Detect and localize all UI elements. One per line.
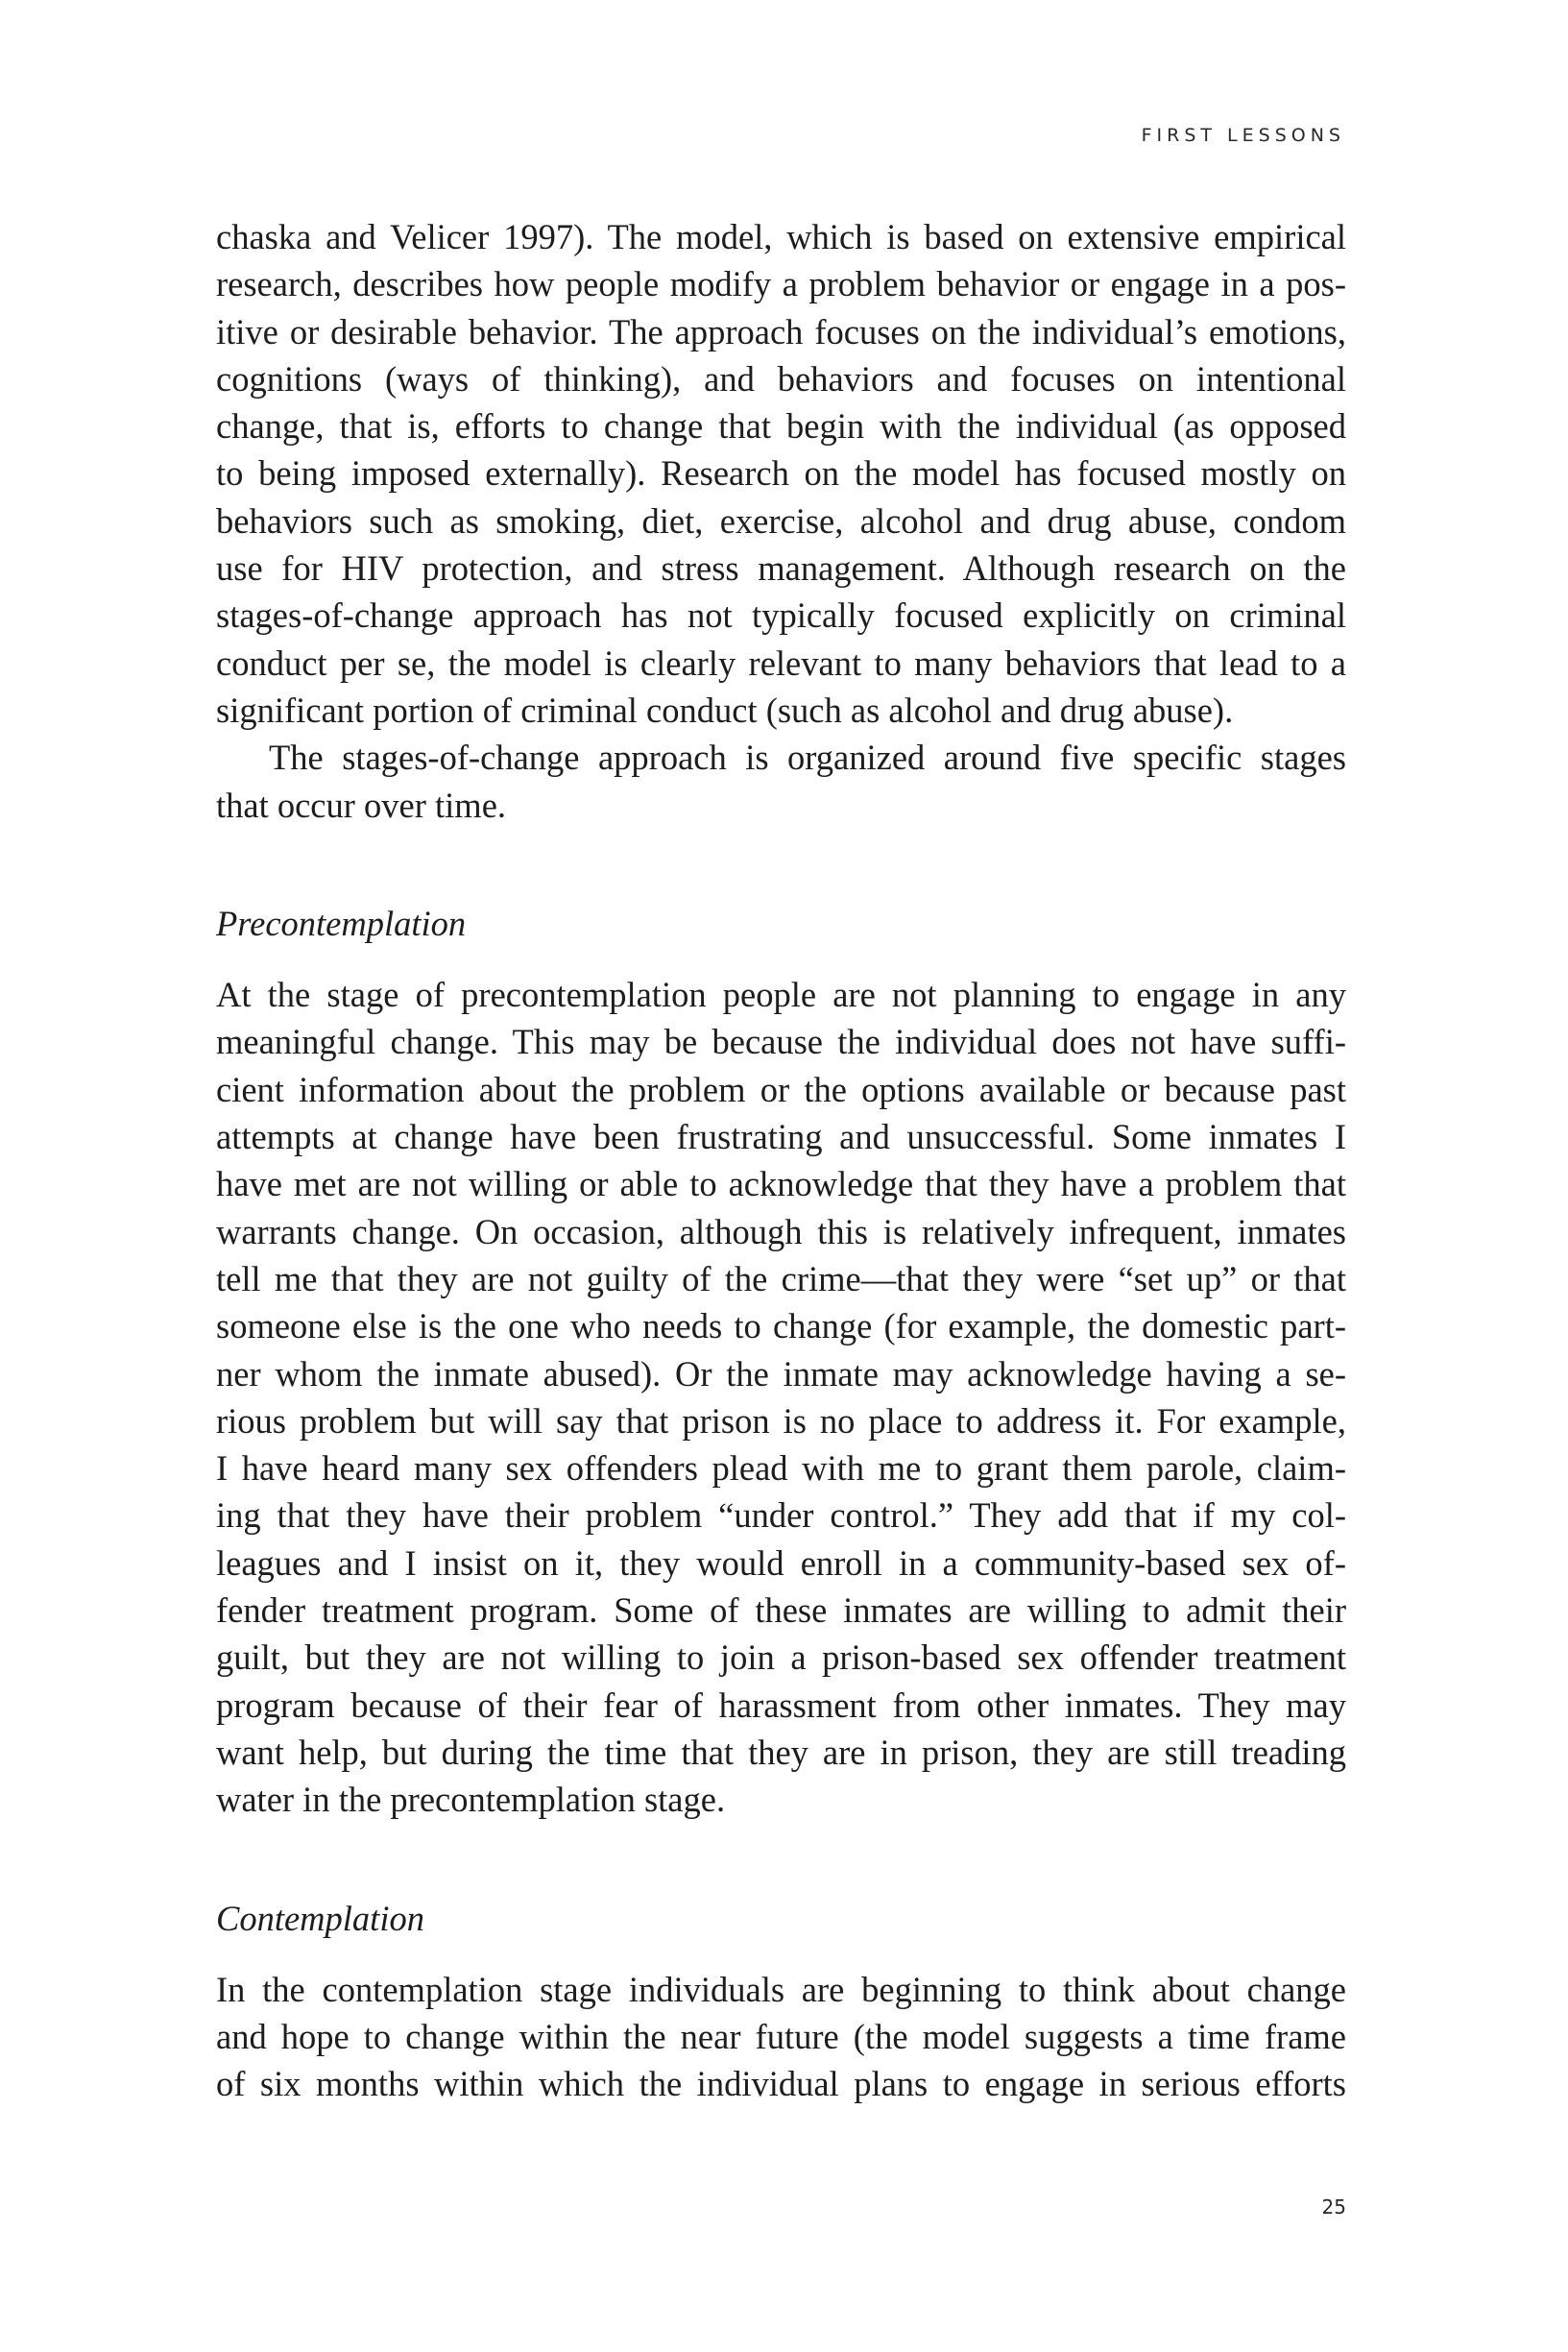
text-line: meaningful change. This may be because the individual does not have suffi- [216,1022,1346,1062]
text-line: guilt, but they are not willing to join a prison-based sex offender treatment [216,1637,1346,1678]
text-line: leagues and I insist on it, they would enroll in a community-based sex of- [216,1542,1346,1583]
text-line: tell me that they are not guilty of the crime—that they were “set up” or that [216,1258,1346,1298]
text-line: At the stage of precontemplation people are not planning to engage in any [216,975,1346,1015]
stages-overview-paragraph [216,734,1346,829]
text-line: program because of their fear of harassment from other inmates. They may [216,1685,1346,1725]
spacer [216,947,1346,971]
text-line: use for HIV protection, and stress management. Although research on the [216,548,1346,589]
text-line: chaska and Velicer 1997). The model, which is based on extensive empirical [216,217,1346,256]
text-line: itive or desirable behavior. The approach focuses on the individual’s emotions, [216,311,1346,352]
text-line: change, that is, efforts to change that begin with the individual (as opposed [216,406,1346,447]
spacer [216,1942,1346,1966]
text-line: of six months within which the individual plans to engage in serious efforts [216,2064,1346,2104]
text-line: warrants change. On occasion, although this is relatively infrequent, inmates [216,1211,1346,1251]
text-line: behaviors such as smoking, diet, exercise, alcohol and drug abuse, condom [216,500,1346,541]
section-precontemplation [216,900,1346,1824]
text-line: to being imposed externally). Research on the model has focused mostly on [216,453,1346,494]
spacer [216,1824,1346,1895]
text-line: ner whom the inmate abused). Or the inmate may acknowledge having a se- [216,1353,1346,1394]
text-line: cient information about the problem or the options available or because past [216,1069,1346,1109]
text-line: someone else is the one who needs to change (for example, the domestic part- [216,1306,1346,1346]
text-line: research, describes how people modify a problem behavior or engage in a pos- [216,264,1346,304]
text-line: and hope to change within the near future (the model suggests a time frame [216,2017,1346,2057]
section-heading: Contemplation [216,1898,424,1938]
text-line: have met are not willing or able to acknowledge that they have a problem that [216,1164,1346,1204]
text-line: ing that they have their problem “under control.” They add that if my col- [216,1495,1346,1536]
text-line: attempts at change have been frustrating and unsuccessful. Some inmates I [216,1117,1346,1157]
text-line: that occur over time. [216,785,507,825]
text-line: stages-of-change approach has not typically focused explicitly on criminal [216,595,1346,636]
spacer [216,829,1346,900]
text-line: conduct per se, the model is clearly relevant to many behaviors that lead to a [216,643,1346,683]
text-line: cognitions (ways of thinking), and behaviors and focuses on intentional [216,358,1346,399]
section-heading: Precontemplation [216,903,467,943]
page-number: 25 [1321,2195,1346,2219]
section-contemplation [216,1895,1346,2108]
text-line: want help, but during the time that they are in prison, they are still treading [216,1732,1346,1772]
text-line: In the contemplation stage individuals are beginning to think about change [216,1969,1346,2009]
page-body [216,213,1346,2108]
intro-paragraph [216,213,1346,734]
text-line: I have heard many sex offenders plead with me to grant them parole, claim- [216,1448,1346,1489]
text-line: significant portion of criminal conduct (such as alcohol and drug abuse). [216,690,1234,730]
text-line: rious problem but will say that prison is no place to address it. For example, [216,1400,1346,1441]
text-line: The stages-of-change approach is organized around five specific stages [269,738,1346,778]
running-header: FIRST LESSONS [1141,125,1345,146]
text-line: water in the precontemplation stage. [216,1780,726,1820]
text-line: fender treatment program. Some of these inmates are willing to admit their [216,1590,1346,1631]
